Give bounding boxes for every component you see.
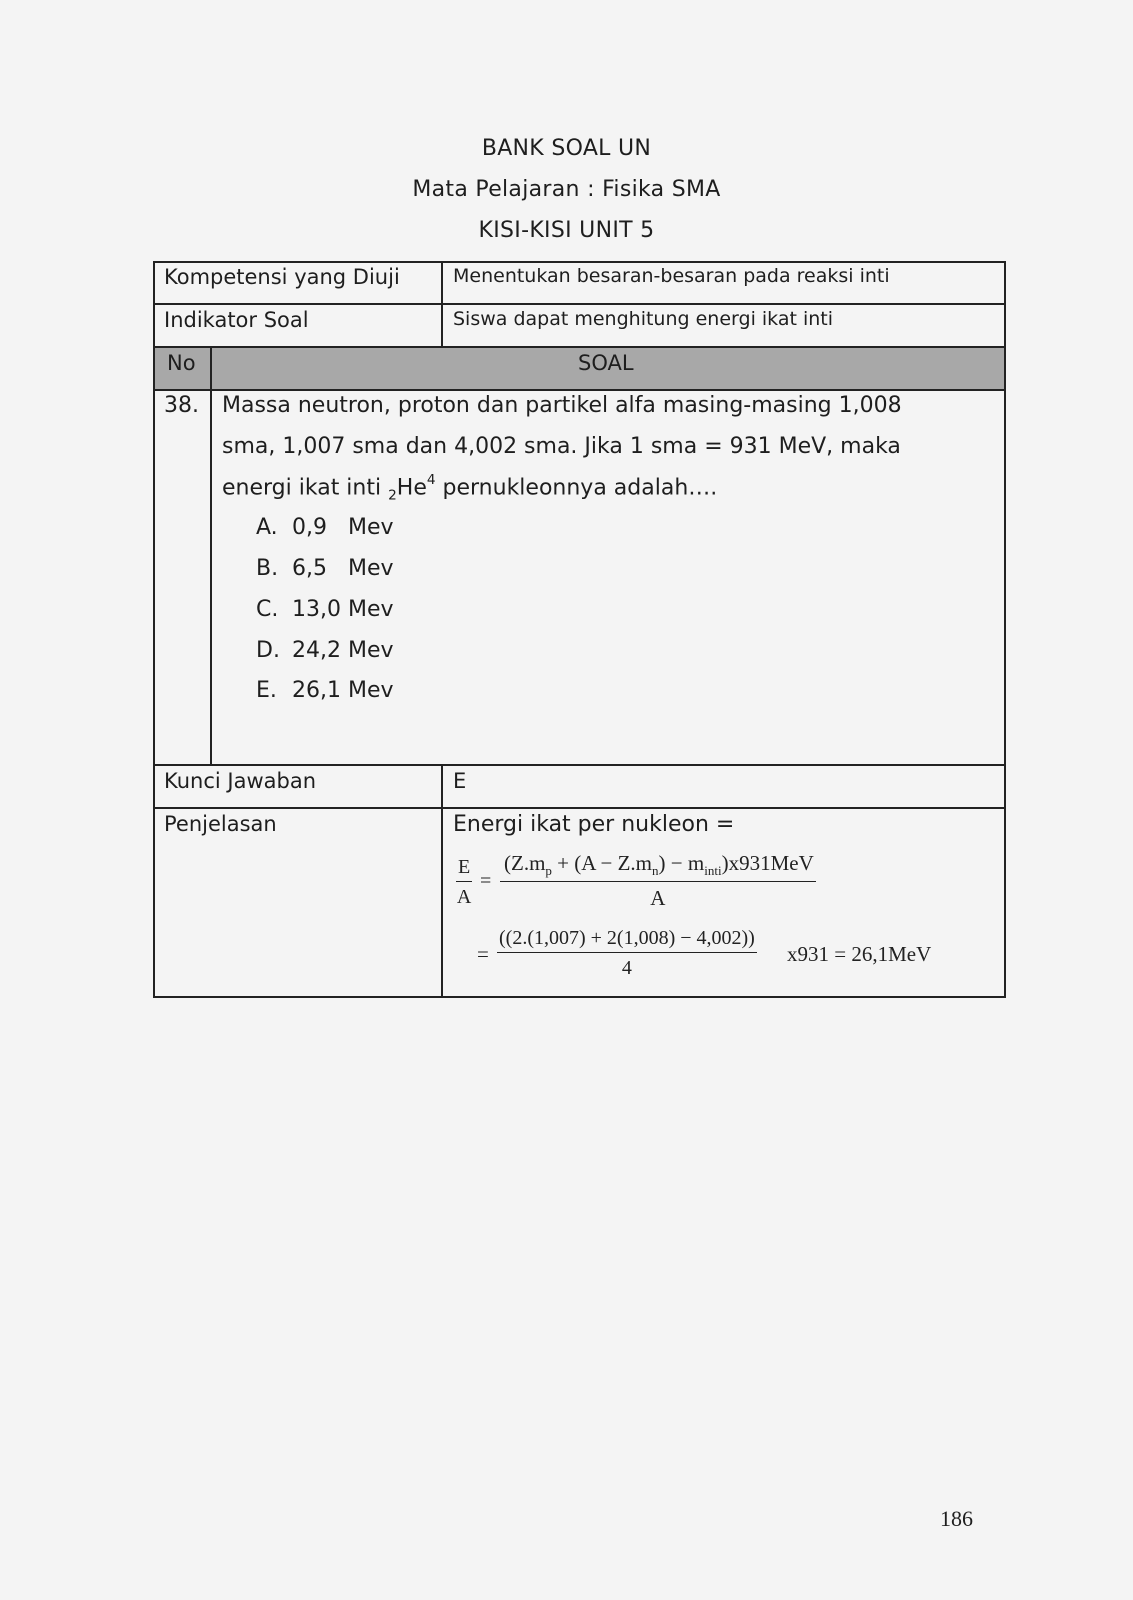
indikator-value: Siswa dapat menghitung energi ikat inti <box>453 308 834 330</box>
col-divider <box>441 261 443 347</box>
no-column-header: No <box>167 351 196 375</box>
option-text: 6,5 Mev <box>292 556 394 581</box>
formula-line2-fraction <box>497 927 757 980</box>
element-symbol: He <box>396 475 427 501</box>
formula-term: ) − m <box>658 851 705 875</box>
formula-lhs <box>456 856 472 909</box>
penjelasan-label: Penjelasan <box>164 812 277 836</box>
kunci-label: Kunci Jawaban <box>164 769 317 793</box>
formula-line2-denominator: 4 <box>621 957 632 979</box>
col-divider <box>441 764 443 998</box>
formula-equals: = <box>480 870 492 892</box>
row-divider <box>153 764 1006 766</box>
atomic-number: 2 <box>388 487 397 504</box>
formula-rhs <box>500 851 816 911</box>
indikator-label: Indikator Soal <box>164 308 309 332</box>
page-number: 186 <box>940 1506 973 1531</box>
col-divider <box>210 346 212 765</box>
option-letter: E. <box>256 678 277 703</box>
formula-term: (Z.m <box>504 851 546 875</box>
option-e <box>256 678 394 703</box>
option-b <box>256 556 394 581</box>
formula-line2-numerator: ((2.(1,007) + 2(1,008) − 4,002)) <box>497 927 757 953</box>
kunci-value: E <box>453 769 467 793</box>
question-line-3-end: pernukleonnya adalah…. <box>435 475 718 501</box>
option-text: 13,0 Mev <box>292 597 394 622</box>
formula-rhs-numerator <box>500 851 816 882</box>
option-letter: C. <box>256 597 279 622</box>
formula-rhs-denominator: A <box>650 886 666 911</box>
kompetensi-label: Kompetensi yang Diuji <box>164 265 400 289</box>
formula-subscript: inti <box>704 863 722 879</box>
option-c <box>256 597 394 622</box>
formula-lhs-numerator: E <box>456 856 472 882</box>
formula-term: )x931MeV <box>721 851 814 875</box>
question-line-3 <box>222 474 717 504</box>
formula-subscript: n <box>652 863 659 879</box>
soal-column-header: SOAL <box>578 351 634 375</box>
row-divider <box>153 346 1006 348</box>
option-letter: A. <box>256 515 278 540</box>
formula-line2-result: x931 = 26,1MeV <box>787 942 932 966</box>
question-line-2: sma, 1,007 sma dan 4,002 sma. Jika 1 sma = 931 MeV, maka <box>222 434 901 459</box>
option-text: 24,2 Mev <box>292 638 394 663</box>
option-text: 26,1 Mev <box>292 678 394 703</box>
doc-unit: KISI-KISI UNIT 5 <box>478 218 655 243</box>
formula-line2-equals: = <box>477 942 489 966</box>
option-letter: D. <box>256 638 280 663</box>
row-divider <box>153 389 1006 391</box>
option-letter: B. <box>256 556 279 581</box>
formula-lhs-denominator: A <box>456 886 472 908</box>
question-line-3-text: energi ikat inti <box>222 475 389 501</box>
question-line-1: Massa neutron, proton dan partikel alfa masing-masing 1,008 <box>222 393 902 418</box>
option-text: 0,9 Mev <box>292 515 394 540</box>
row-divider <box>153 807 1006 809</box>
formula-subscript: p <box>545 863 552 879</box>
doc-subject: Mata Pelajaran : Fisika SMA <box>412 177 721 202</box>
option-a <box>256 515 394 540</box>
question-number: 38. <box>164 393 199 418</box>
penjelasan-intro: Energi ikat per nukleon = <box>453 812 735 837</box>
mass-number: 4 <box>426 472 436 488</box>
kompetensi-value: Menentukan besaran-besaran pada reaksi inti <box>453 265 890 287</box>
option-d <box>256 638 394 663</box>
doc-title: BANK SOAL UN <box>481 136 652 161</box>
formula-term: + (A − Z.m <box>551 851 653 875</box>
row-divider <box>153 303 1006 305</box>
